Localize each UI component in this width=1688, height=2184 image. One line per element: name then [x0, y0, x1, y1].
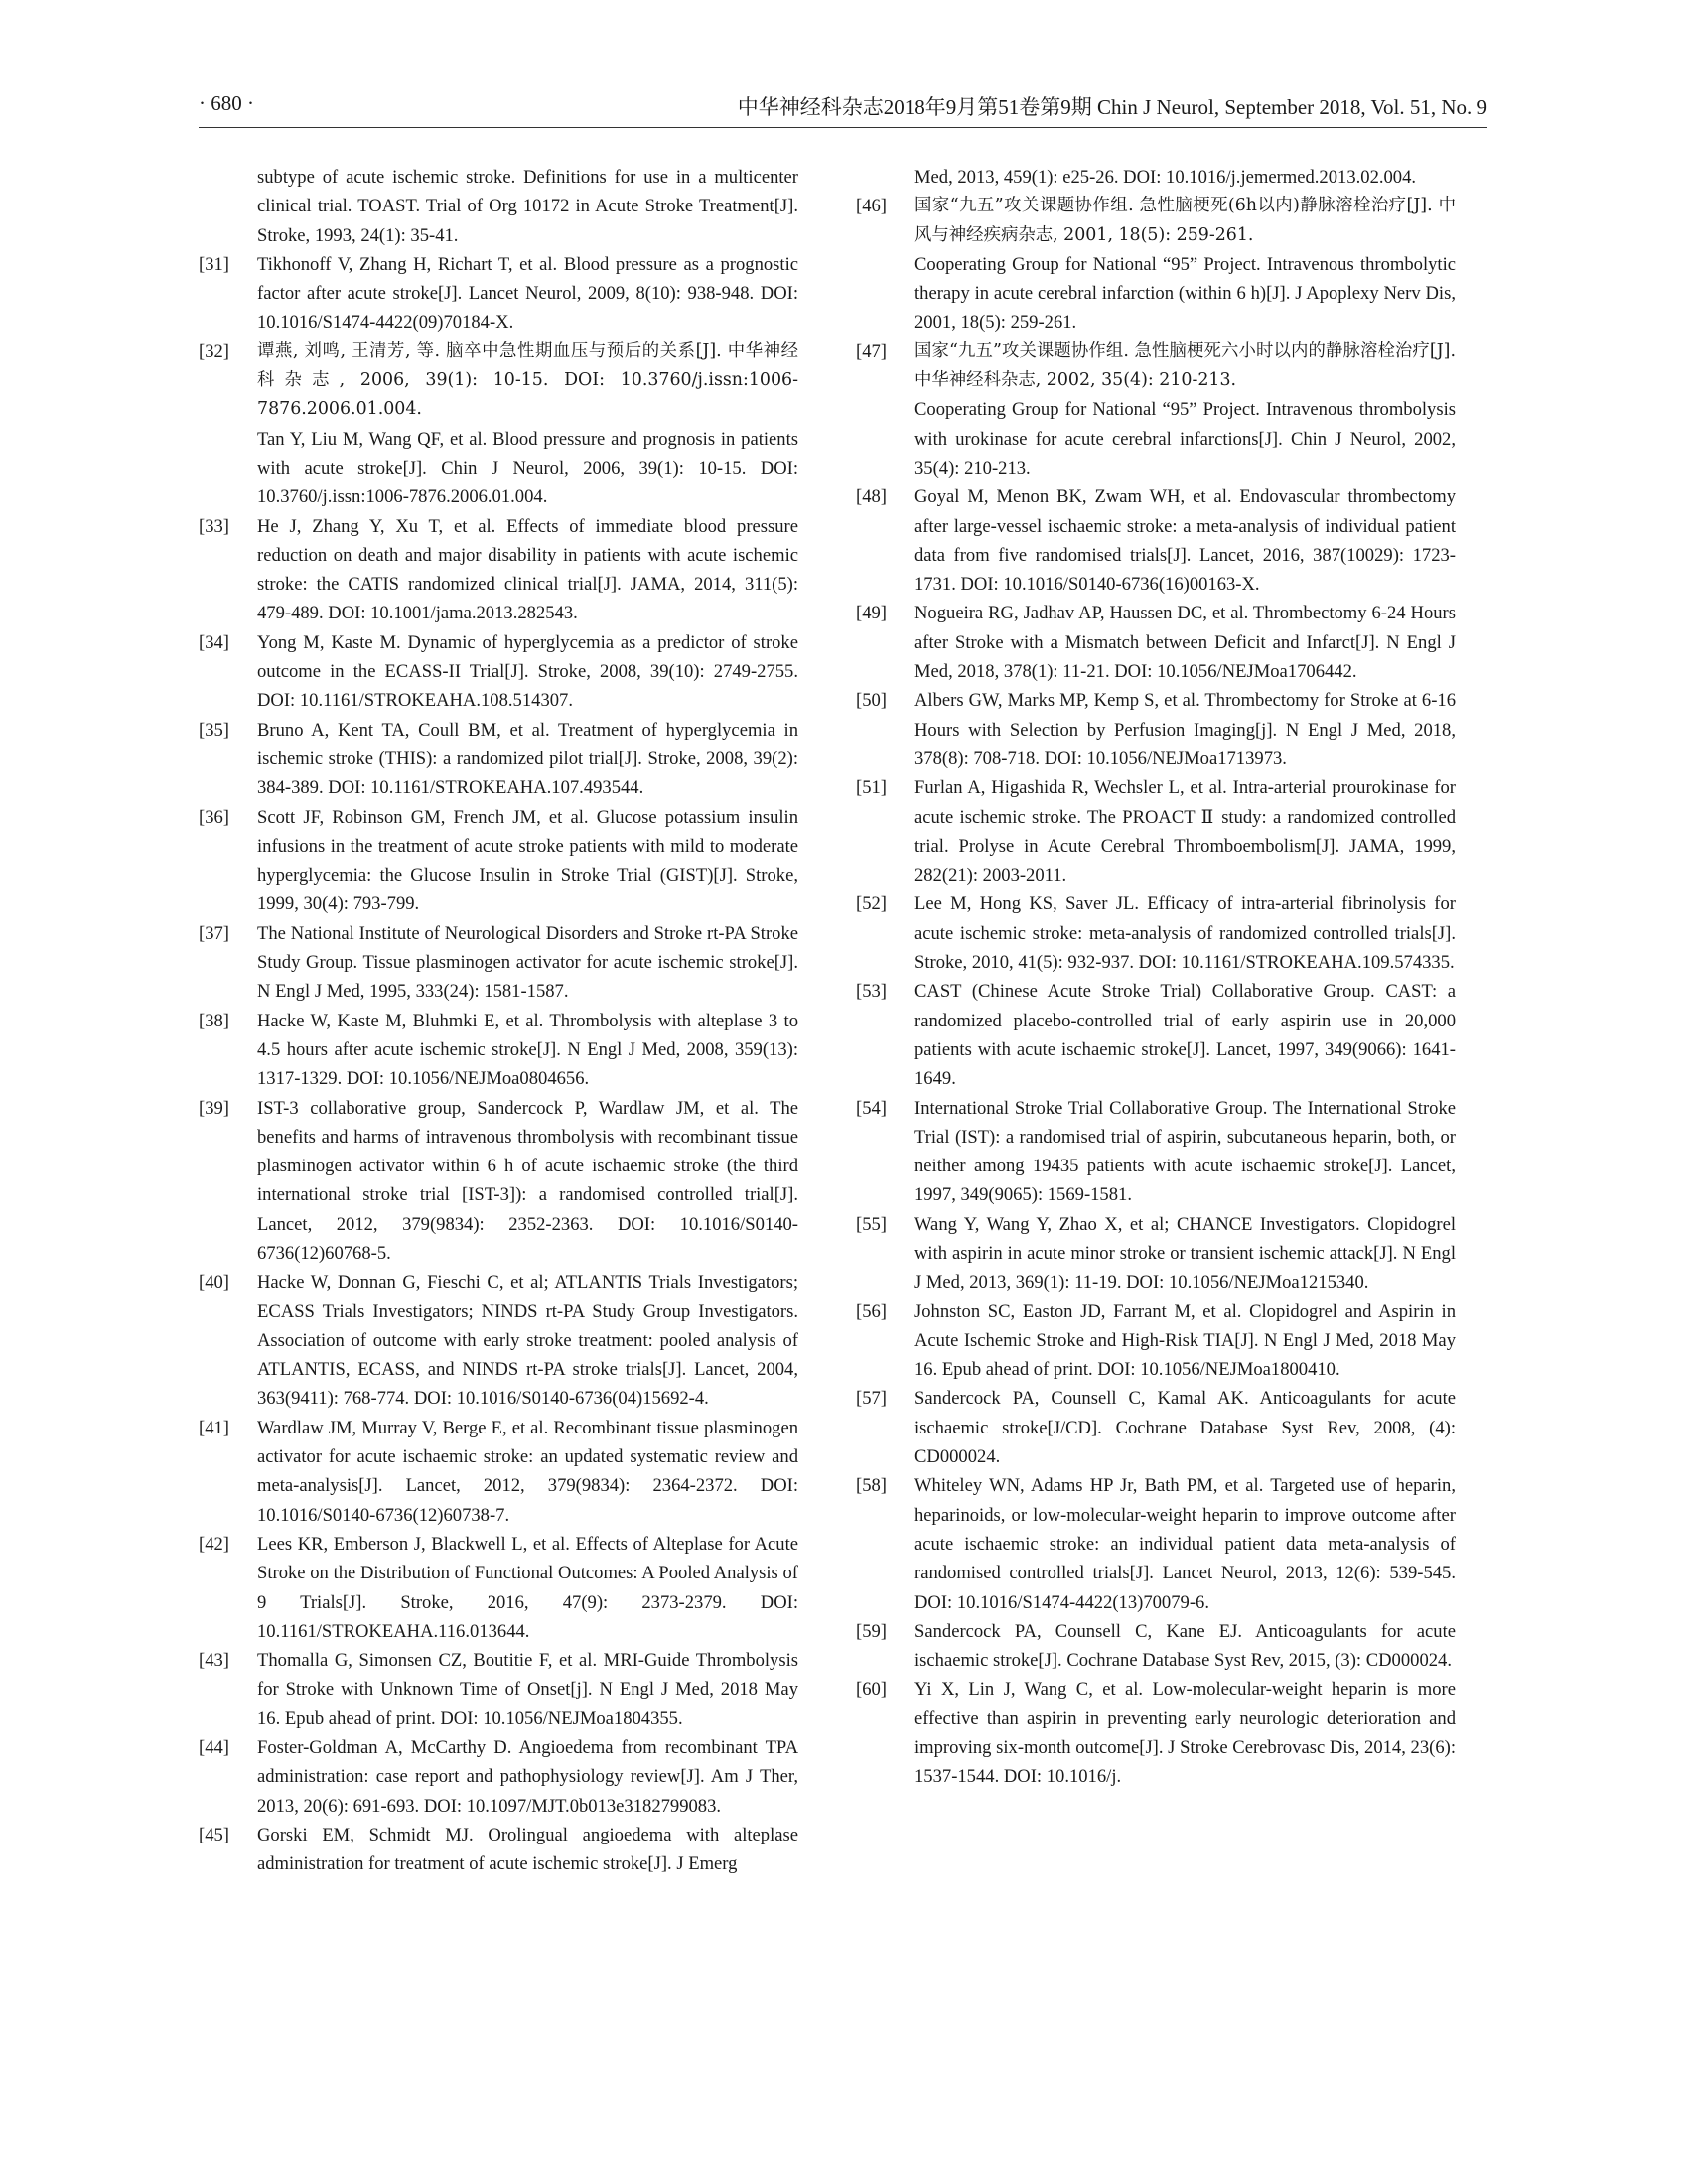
reference-text: Scott JF, Robinson GM, French JM, et al. Glucose potassium insulin infusions in the treatment of acute stroke patients with mild to moderate hyperglycemia: the Glucose Insulin in Stroke Trial (GIST)[J]. Stroke, 1999, 30(4): 793-799. — [257, 806, 798, 915]
page-header — [199, 91, 1487, 131]
reference-number: [48] — [856, 486, 887, 508]
reference-number: [49] — [856, 603, 887, 624]
reference-text: Tikhonoff V, Zhang H, Richart T, et al. Blood pressure as a prognostic factor after acute stroke[J]. Lancet Neurol, 2009, 8(10): 938-948. DOI: 10.1016/S1474-4422(09)70184-X. — [257, 253, 798, 334]
reference-number: [33] — [199, 515, 229, 537]
reference-number: [40] — [199, 1272, 229, 1294]
reference-item-33 — [199, 512, 798, 628]
reference-item-38 — [199, 1007, 798, 1094]
reference-text: International Stroke Trial Collaborative Group. The International Stroke Trial (IST): a randomised trial of aspirin, subcutaneous heparin, both, or neither among 19435 patients with acute ischaemic stroke[J]. Lancet, 1997, 349(9065): 1569-1581. — [914, 1097, 1456, 1206]
reference-translation: Tan Y, Liu M, Wang QF, et al. Blood pressure and prognosis in patients with acute stroke[J]. Chin J Neurol, 2006, 39(1): 10-15. DOI: 10.3760/j.issn:1006-7876.2006.01.004. — [257, 428, 798, 508]
reference-number: [53] — [856, 981, 887, 1003]
reference-item-52 — [856, 889, 1456, 977]
reference-item-47 — [856, 338, 1456, 396]
reference-item-41 — [199, 1414, 798, 1530]
reference-text: Wardlaw JM, Murray V, Berge E, et al. Recombinant tissue plasminogen activator for acute ischaemic stroke: an updated systematic review and meta-analysis[J]. Lancet, 2012, 379(9834): 2364-2372. DOI: 10.1016/S0140-6736(12)60738-7. — [257, 1417, 798, 1526]
reference-item-42 — [199, 1530, 798, 1646]
reference-text: Lees KR, Emberson J, Blackwell L, et al. Effects of Alteplase for Acute Stroke on the Distribution of Functional Outcomes: A Pooled Analysis of 9 Trials[J]. Stroke, 2016, 47(9): 2373-2379. DOI: 10.1161/STROKEAHA.116.013644. — [257, 1533, 798, 1642]
reference-text: Gorski EM, Schmidt MJ. Orolingual angioedema with alteplase administration for treatment of acute ischemic stroke[J]. J Emerg — [257, 1824, 798, 1875]
reference-number: [58] — [856, 1475, 887, 1497]
reference-text-chinese: 国家“九五”攻关课题协作组. 急性脑梗死六小时以内的静脉溶栓治疗[J]. 中华神经科杂志, 2002, 35(4): 210-213. — [914, 341, 1456, 391]
reference-text-chinese: 国家“九五”攻关课题协作组. 急性脑梗死(6h以内)静脉溶栓治疗[J]. 中风与神经疾病杂志, 2001, 18(5): 259-261. — [914, 196, 1456, 245]
reference-item-57 — [856, 1384, 1456, 1471]
reference-number: [54] — [856, 1097, 887, 1119]
reference-number: [59] — [856, 1620, 887, 1642]
reference-number: [38] — [199, 1010, 229, 1031]
reference-item-32 — [199, 338, 798, 425]
reference-item-43 — [199, 1646, 798, 1733]
reference-number: [36] — [199, 806, 229, 828]
reference-text: Sandercock PA, Counsell C, Kane EJ. Anticoagulants for acute ischaemic stroke[J]. Cochrane Database Syst Rev, 2015, (3): CD000024. — [914, 1620, 1456, 1672]
reference-item-39 — [199, 1094, 798, 1269]
reference-item-55 — [856, 1210, 1456, 1297]
reference-item-56 — [856, 1297, 1456, 1385]
reference-item-50 — [856, 686, 1456, 773]
header-rule — [199, 127, 1487, 128]
reference-item-37 — [199, 919, 798, 1007]
reference-text: Foster-Goldman A, McCarthy D. Angioedema from recombinant TPA administration: case report and pathophysiology review[J]. Am J Ther, 2013, 20(6): 691-693. DOI: 10.1097/MJT.0b013e3182799083. — [257, 1737, 798, 1817]
reference-number: [39] — [199, 1097, 229, 1119]
reference-text: Bruno A, Kent TA, Coull BM, et al. Treatment of hyperglycemia in ischemic stroke (THIS): a randomized pilot trial[J]. Stroke, 2008, 39(2): 384-389. DOI: 10.1161/STROKEAHA.107.493544. — [257, 719, 798, 799]
reference-item-51 — [856, 773, 1456, 889]
reference-text: CAST (Chinese Acute Stroke Trial) Collaborative Group. CAST: a randomized placebo-controlled trial of early aspirin use in 20,000 patients with acute ischaemic stroke[J]. Lancet, 1997, 349(9066): 1641-1649. — [914, 981, 1456, 1090]
reference-item-35 — [199, 716, 798, 803]
reference-number: [35] — [199, 719, 229, 741]
reference-text: Hacke W, Kaste M, Bluhmki E, et al. Thrombolysis with alteplase 3 to 4.5 hours after acute ischemic stroke[J]. N Engl J Med, 2008, 359(13): 1317-1329. DOI: 10.1056/NEJMoa0804656. — [257, 1010, 798, 1090]
reference-item-45 — [199, 1821, 798, 1879]
reference-text: Nogueira RG, Jadhav AP, Haussen DC, et al. Thrombectomy 6-24 Hours after Stroke with a Mismatch between Deficit and Infarct[J]. N Engl J Med, 2018, 378(1): 11-21. DOI: 10.1056/NEJMoa1706442. — [914, 603, 1456, 683]
reference-text: Thomalla G, Simonsen CZ, Boutitie F, et al. MRI-Guide Thrombolysis for Stroke with Unknown Time of Onset[j]. N Engl J Med, 2018 May 16. Epub ahead of print. DOI: 10.1056/NEJMoa1804355. — [257, 1650, 798, 1729]
reference-text: Albers GW, Marks MP, Kemp S, et al. Thrombectomy for Stroke at 6-16 Hours with Selection by Perfusion Imaging[j]. N Engl J Med, 2018, 378(8): 708-718. DOI: 10.1056/NEJMoa1713973. — [914, 690, 1456, 769]
reference-number: [45] — [199, 1824, 229, 1845]
reference-text: He J, Zhang Y, Xu T, et al. Effects of immediate blood pressure reduction on death and major disability in patients with acute ischemic stroke: the CATIS randomized clinical trial[J]. JAMA, 2014, 311(5): 479-489. DOI: 10.1001/jama.2013.282543. — [257, 515, 798, 624]
reference-continuation: subtype of acute ischemic stroke. Definitions for use in a multicenter clinical trial. TOAST. Trial of Org 10172 in Acute Stroke Treatment[J]. Stroke, 1993, 24(1): 35-41. — [257, 167, 798, 246]
reference-number: [46] — [856, 196, 887, 217]
reference-translation: Cooperating Group for National “95” Project. Intravenous thrombolysis with urokinase for acute cerebral infarctions[J]. Chin J Neurol, 2002, 35(4): 210-213. — [914, 399, 1456, 478]
reference-item-60 — [856, 1675, 1456, 1791]
page-number: · 680 · — [199, 91, 254, 115]
reference-text: Goyal M, Menon BK, Zwam WH, et al. Endovascular thrombectomy after large-vessel ischaemic stroke: a meta-analysis of individual patient data from five randomised trials[J]. Lancet, 2016, 387(10029): 1723-1731. DOI: 10.1016/S0140-6736(16)00163-X. — [914, 486, 1456, 596]
reference-text-chinese: 谭燕, 刘鸣, 王清芳, 等. 脑卒中急性期血压与预后的关系[J]. 中华神经科杂志, 2006, 39(1): 10-15. DOI: 10.3760/j.issn:1006-7876.2006.01.004. — [257, 341, 798, 420]
reference-number: [52] — [856, 893, 887, 915]
reference-number: [51] — [856, 777, 887, 799]
reference-text: The National Institute of Neurological Disorders and Stroke rt-PA Stroke Study Group. Tissue plasminogen activator for acute ischemic stroke[J]. N Engl J Med, 1995, 333(24): 1581-1587. — [257, 922, 798, 1003]
reference-number: [50] — [856, 690, 887, 712]
reference-text: Furlan A, Higashida R, Wechsler L, et al. Intra-arterial prourokinase for acute ischemic stroke. The PROACT Ⅱ study: a randomized controlled trial. Prolyse in Acute Cerebral Thromboembolism[J]. JAMA, 1999, 282(21): 2003-2011. — [914, 777, 1456, 887]
reference-number: [32] — [199, 341, 229, 362]
reference-item-31 — [199, 250, 798, 338]
reference-number: [41] — [199, 1417, 229, 1438]
reference-item-40 — [199, 1268, 798, 1413]
reference-number: [44] — [199, 1737, 229, 1759]
reference-number: [57] — [856, 1388, 887, 1410]
reference-text: IST-3 collaborative group, Sandercock P, Wardlaw JM, et al. The benefits and harms of intravenous thrombolysis with recombinant tissue plasminogen activator within 6 h of acute ischaemic stroke (the third international stroke trial [IST-3]): a randomised controlled trial[J]. Lancet, 2012, 379(9834): 2352-2363. DOI: 10.1016/S0140-6736(12)60768-5. — [257, 1097, 798, 1264]
reference-item-34 — [199, 628, 798, 716]
reference-item-48 — [856, 482, 1456, 599]
reference-number: [60] — [856, 1679, 887, 1701]
reference-column-right — [856, 163, 1456, 1792]
reference-item-49 — [856, 599, 1456, 686]
reference-number: [31] — [199, 253, 229, 275]
reference-text: Yong M, Kaste M. Dynamic of hyperglycemia as a predictor of stroke outcome in the ECASS-II Trial[J]. Stroke, 2008, 39(10): 2749-2755. DOI: 10.1161/STROKEAHA.108.514307. — [257, 631, 798, 712]
reference-item-53 — [856, 977, 1456, 1093]
reference-number: [47] — [856, 341, 887, 362]
reference-column-left — [199, 163, 798, 1879]
reference-text: Wang Y, Wang Y, Zhao X, et al; CHANCE Investigators. Clopidogrel with aspirin in acute minor stroke or transient ischemic attack[J]. N Engl J Med, 2013, 369(1): 11-19. DOI: 10.1056/NEJMoa1215340. — [914, 1213, 1456, 1294]
reference-number: [34] — [199, 631, 229, 653]
reference-number: [56] — [856, 1300, 887, 1322]
reference-text: Johnston SC, Easton JD, Farrant M, et al. Clopidogrel and Aspirin in Acute Ischemic Stroke and High-Risk TIA[J]. N Engl J Med, 2018 May 16. Epub ahead of print. DOI: 10.1056/NEJMoa1800410. — [914, 1300, 1456, 1381]
reference-item-54 — [856, 1094, 1456, 1210]
reference-number: [43] — [199, 1650, 229, 1672]
reference-text: Sandercock PA, Counsell C, Kamal AK. Anticoagulants for acute ischaemic stroke[J/CD]. Cochrane Database Syst Rev, 2008, (4): CD000024. — [914, 1388, 1456, 1468]
reference-number: [37] — [199, 922, 229, 944]
reference-item-44 — [199, 1733, 798, 1821]
reference-number: [55] — [856, 1213, 887, 1235]
reference-item-46 — [856, 192, 1456, 250]
reference-text: Whiteley WN, Adams HP Jr, Bath PM, et al. Targeted use of heparin, heparinoids, or low-molecular-weight heparin to improve outcome after acute ischaemic stroke: an individual patient data meta-analysis of randomised controlled trials[J]. Lancet Neurol, 2013, 12(6): 539-545. DOI: 10.1016/S1474-4422(13)70079-6. — [914, 1475, 1456, 1613]
reference-item-58 — [856, 1471, 1456, 1616]
journal-citation-line: 中华神经科杂志2018年9月第51卷第9期 Chin J Neurol, September 2018, Vol. 51, No. 9 — [737, 95, 1487, 119]
reference-item-36 — [199, 803, 798, 919]
reference-item-59 — [856, 1617, 1456, 1676]
reference-text: Lee M, Hong KS, Saver JL. Efficacy of intra-arterial fibrinolysis for acute ischemic stroke: meta-analysis of randomized controlled trials[J]. Stroke, 2010, 41(5): 932-937. DOI: 10.1161/STROKEAHA.109.574335. — [914, 893, 1456, 974]
reference-text: Yi X, Lin J, Wang C, et al. Low-molecular-weight heparin is more effective than aspirin in preventing early neurologic deterioration and improving six-month outcome[J]. J Stroke Cerebrovasc Dis, 2014, 23(6): 1537-1544. DOI: 10.1016/j. — [914, 1679, 1456, 1788]
reference-text: Hacke W, Donnan G, Fieschi C, et al; ATLANTIS Trials Investigators; ECASS Trials Investigators; NINDS rt-PA Study Group Investigators. Association of outcome with early stroke treatment: pooled analysis of ATLANTIS, ECASS, and NINDS rt-PA stroke trials[J]. Lancet, 2004, 363(9411): 768-774. DOI: 10.1016/S0140-6736(04)15692-4. — [257, 1272, 798, 1410]
reference-translation: Cooperating Group for National “95” Project. Intravenous thrombolytic therapy in acute cerebral infarction (within 6 h)[J]. J Apoplexy Nerv Dis, 2001, 18(5): 259-261. — [914, 253, 1456, 334]
reference-number: [42] — [199, 1533, 229, 1555]
reference-continuation: Med, 2013, 459(1): e25-26. DOI: 10.1016/j.jemermed.2013.02.004. — [914, 167, 1417, 188]
